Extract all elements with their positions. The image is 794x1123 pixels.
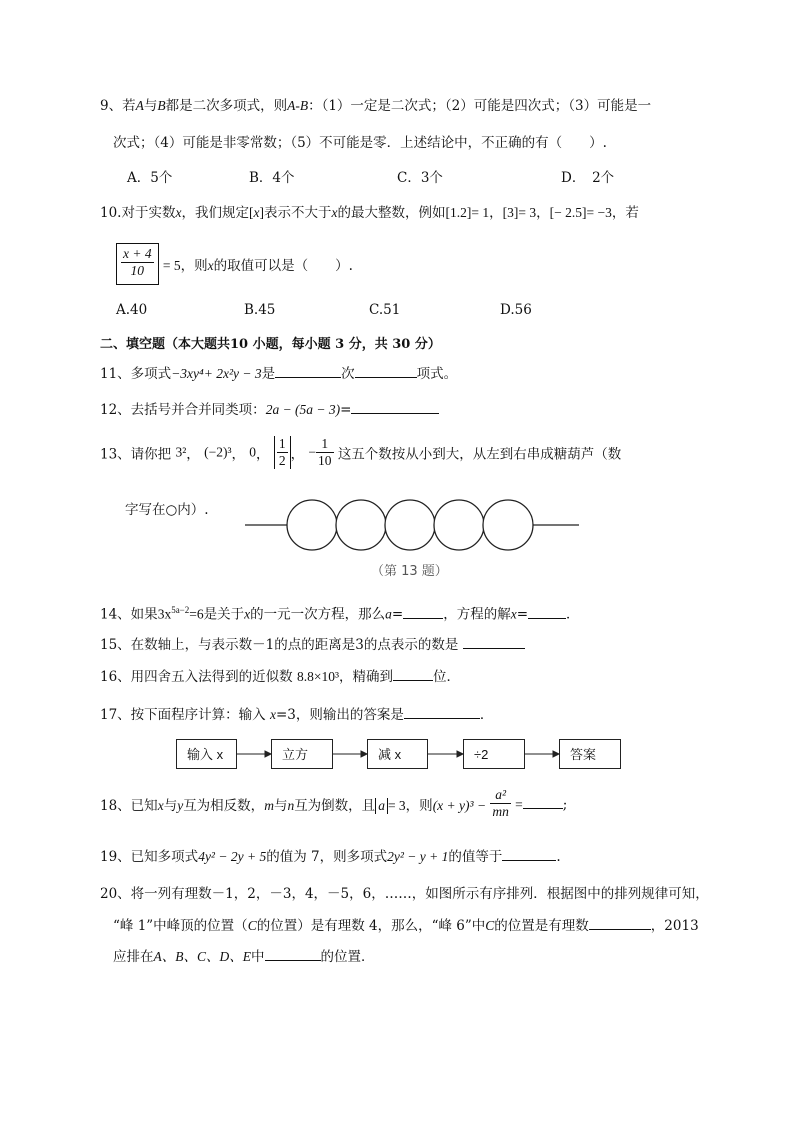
q10-option-b: B.45 xyxy=(244,302,276,318)
arrow-head-2 xyxy=(361,751,367,757)
figure-caption: （第 13 题） xyxy=(371,564,448,579)
q20-blank-1 xyxy=(589,915,651,930)
q17-line: 17、按下面程序计算：输入 x=3，则输出的答案是 ． xyxy=(100,704,493,725)
q10-line1: 10.对于实数x，我们规定[x]表示不大于x的最大整数，例如[1.2]= 1，[3]= 3，[− 2.5]= −3，若 xyxy=(100,205,639,221)
arrow-head-4 xyxy=(553,751,559,757)
q9-option-d: D． 2个 xyxy=(561,170,615,186)
q10-option-d: D.56 xyxy=(500,302,532,318)
q16-line: 16、用四舍五入法得到的近似数 8.8×10³，精确到 位． xyxy=(100,666,460,687)
floor-bracket: $\frac{x + 4}{10}$ xyxy=(116,243,159,285)
q9-option-a: A．5个 xyxy=(127,170,173,186)
q20-blank-2 xyxy=(265,946,321,961)
haw-circle-5 xyxy=(483,500,533,550)
q9-line1: 9、若A与B都是二次多项式，则A-B：（1）一定是二次式；（2）可能是四次式；（3）可能是一 xyxy=(100,98,652,114)
q9-line2: 次式；（4）可能是非零常数；（5）不可能是零．上述结论中，不正确的有（ ）. xyxy=(113,135,607,151)
q13-line2: 字写在○内）. xyxy=(125,502,209,518)
haw-circle-3 xyxy=(385,500,435,550)
haw-circle-1 xyxy=(287,500,337,550)
flow-divide-box: ÷2 xyxy=(463,739,525,769)
q20-line2: “峰 1”中峰顶的位置（C的位置）是有理数 4，那么，“峰 6”中C的位置是有理数 ，2013 xyxy=(113,915,699,936)
q11-blank-1 xyxy=(275,363,341,378)
q11-line: 11、多项式−3xy⁴+ 2x²y − 3是 次 项式。 xyxy=(100,363,457,384)
flow-answer-box: 答案 xyxy=(559,739,621,769)
q14-blank-1 xyxy=(403,604,443,619)
q18-fraction: $\frac{\text{a²}}{mn}$ xyxy=(492,787,509,819)
q15-line: 15、在数轴上，与表示数－1的点的距离是3的点表示的数是 xyxy=(100,634,525,655)
q18-blank xyxy=(523,794,563,809)
flow-subtract-box: 减 x xyxy=(367,739,428,769)
arrow-head-3 xyxy=(457,751,463,757)
q17-blank xyxy=(404,704,480,719)
flow-arrows xyxy=(237,744,561,764)
q20-line3: 应排在A、B、C、D、E中 的位置． xyxy=(113,946,375,967)
q9-option-b: B．4个 xyxy=(249,170,295,186)
q15-blank xyxy=(463,634,525,649)
q19-line: 19、已知多项式4y² − 2y + 5的值为 7，则多项式2y² − y + 1的值等于 . xyxy=(100,846,561,867)
q19-blank xyxy=(502,846,556,861)
q11-blank-2 xyxy=(355,363,417,378)
candied-haws-figure xyxy=(245,496,581,556)
q20-line1: 20、将一列有理数－1，2，－3，4，－5，6，……，如图所示有序排列．根据图中的排列规律可知， xyxy=(100,886,709,902)
q9-option-c: C．3个 xyxy=(397,170,443,186)
q18-line: 18、已知x与y互为相反数，m与n互为倒数，且 a = 3，则(x + y)³ − $\frac{\text{a²}}{mn}$ = ; xyxy=(100,787,568,819)
q14-blank-2 xyxy=(528,604,566,619)
q12-blank xyxy=(351,399,439,414)
q16-blank xyxy=(393,666,433,681)
q14-line: 14、如果$3x^{5a-2}=6$是关于x的一元一次方程，那么a= ，方程的解x= ． xyxy=(100,605,580,623)
q10-line2: $\frac{x + 4}{10}$ = 5，则x的取值可以是（ ）. xyxy=(116,243,353,287)
q12-line: 12、去括号并合并同类项：2a − (5a − 3)= xyxy=(100,399,439,420)
q10-option-c: C.51 xyxy=(369,302,401,318)
flow-cube-box: 立方 xyxy=(271,739,333,769)
abs-value: $\frac{1}{2}$ xyxy=(274,436,291,469)
q13-line1: 13、请你把 3²， (−2)³， 0， $\frac{1}{2}$ ， − $\frac{1}{10}$ 这五个数按从小到大，从左到右串成糖葫芦（数 xyxy=(100,436,622,468)
section-heading: 二、填空题（本大题共10 小题，每小题 3 分，共 30 分） xyxy=(100,337,441,352)
haw-circle-4 xyxy=(434,500,484,550)
flow-input-box: 输入 x xyxy=(176,739,237,769)
arrow-head-1 xyxy=(265,751,271,757)
haw-circle-2 xyxy=(336,500,386,550)
q10-option-a: A.40 xyxy=(116,302,148,318)
